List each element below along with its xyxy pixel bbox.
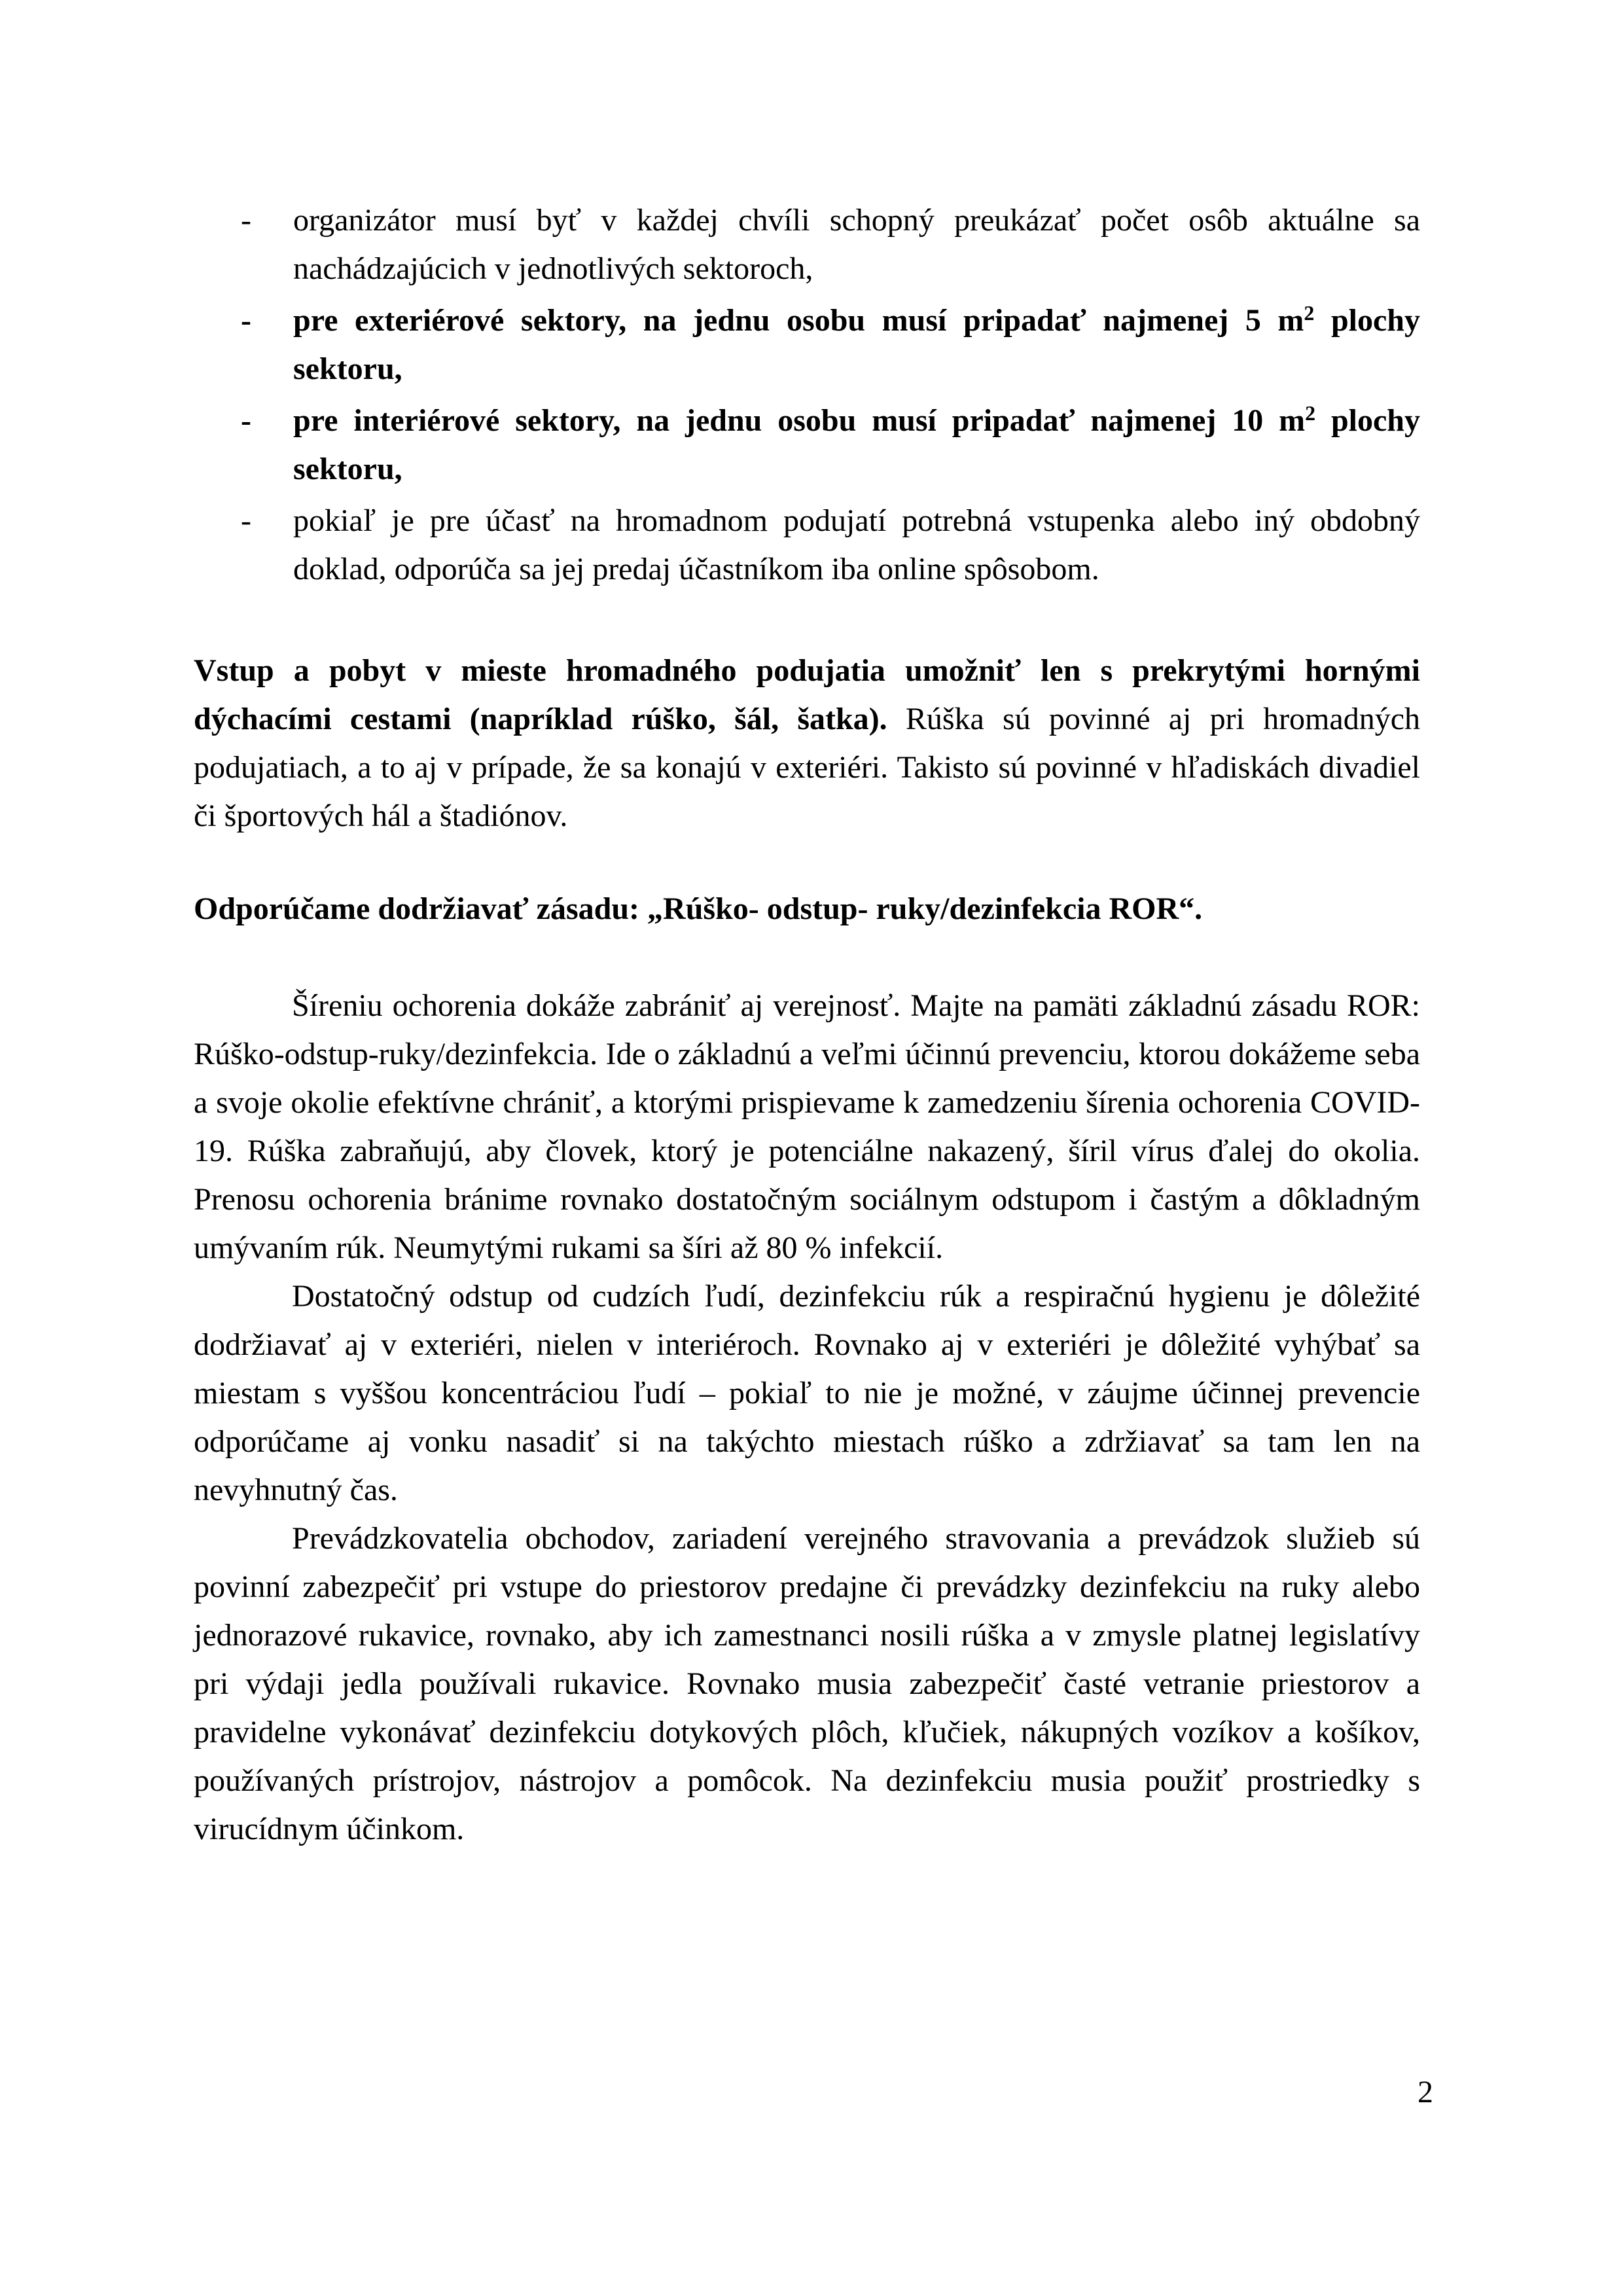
bullet-dash: - [241, 203, 251, 238]
bullet-text: pre interiérové sektory, na jednu osobu musí pripadať najmenej 10 m [293, 403, 1306, 438]
body-paragraph-1: Šíreniu ochorenia dokáže zabrániť aj verejnosť. Majte na pamäti základnú zásadu ROR: Rúško-odstup-ruky/dezinfekcia. Ide o základnú a veľmi účinnú prevenciu, ktorou dokážeme seba a svoje okolie efektívne chrániť, a ktorými prispievame k zamedzeniu šírenia ochorenia COVID-19. Rúška zabraňujú, aby človek, ktorý je potenciálne nakazený, šíril vírus ďalej do okolia. Prenosu ochorenia bránime rovnako dostatočným sociálnym odstupom i častým a dôkladným umývaním rúk. Neumytými rukami sa šíri až 80 % infekcií. [194, 988, 1420, 1265]
bullet-list [241, 196, 1420, 597]
bullet-text: pokiaľ je pre účasť na hromadnom podujatí potrebná vstupenka alebo iný obdobný doklad, odporúča sa jej predaj účastníkom iba online spôsobom. [293, 503, 1420, 586]
bullet-dash: - [241, 303, 251, 338]
body-paragraph-3: Prevádzkovatelia obchodov, zariadení verejného stravovania a prevádzok služieb sú povinní zabezpečiť pri vstupe do priestorov predajne či prevádzky dezinfekciu na ruky alebo jednorazové rukavice, rovnako, aby ich zamestnanci nosili rúška a v zmysle platnej legislatívy pri výdaji jedla používali rukavice. Rovnako musia zabezpečiť časté vetranie priestorov a pravidelne vykonávať dezinfekciu dotykových plôch, kľučiek, nákupných vozíkov a košíkov, používaných prístrojov, nástrojov a pomôcok. Na dezinfekciu musia použiť prostriedky s virucídnym účinkom. [194, 1521, 1420, 1846]
page-number: 2 [1418, 2075, 1433, 2109]
masks-paragraph-bold: Vstup a pobyt v mieste hromadného podujatia umožniť len s prekrytými hornými dýchacími cestami (napríklad rúško, šál, šatka). [194, 653, 1420, 736]
bullet-item [241, 296, 1420, 393]
bullet-dash: - [241, 503, 251, 538]
superscript: 2 [1305, 401, 1316, 425]
body-paragraph-2: Dostatočný odstup od cudzích ľudí, dezinfekciu rúk a respiračnú hygienu je dôležité dodržiavať aj v exteriéri, nielen v interiéroch. Rovnako aj v exteriéri je dôležité vyhýbať sa miestam s vyššou koncentráciou ľudí – pokiaľ to nie je možné, v záujme účinnej prevencie odporúčame aj vonku nasadiť si na takýchto miestach rúško a zdržiavať sa tam len na nevyhnutný čas. [194, 1279, 1420, 1507]
superscript: 2 [1304, 301, 1315, 325]
bullet-item [241, 397, 1420, 493]
masks-paragraph [194, 647, 1420, 840]
bullet-text: plochy sektoru, [293, 403, 1421, 486]
bullet-text: pre exteriérové sektory, na jednu osobu musí pripadať najmenej 5 m [293, 303, 1304, 338]
bullet-item [241, 196, 1420, 293]
bullet-text: plochy sektoru, [293, 303, 1421, 386]
bullet-item [241, 497, 1420, 594]
ror-heading: Odporúčame dodržiavať zásadu: „Rúško- odstup- ruky/dezinfekcia ROR“. [194, 891, 1203, 926]
bullet-dash: - [241, 403, 251, 438]
masks-paragraph-rest: Rúška sú povinné aj pri hromadných podujatiach, a to aj v prípade, že sa konajú v exteriéri. Takisto sú povinné v hľadiskách divadiel či športových hál a štadiónov. [194, 702, 1420, 833]
bullet-text: organizátor musí byť v každej chvíli schopný preukázať počet osôb aktuálne sa nachádzajúcich v jednotlivých sektoroch, [293, 203, 1420, 286]
